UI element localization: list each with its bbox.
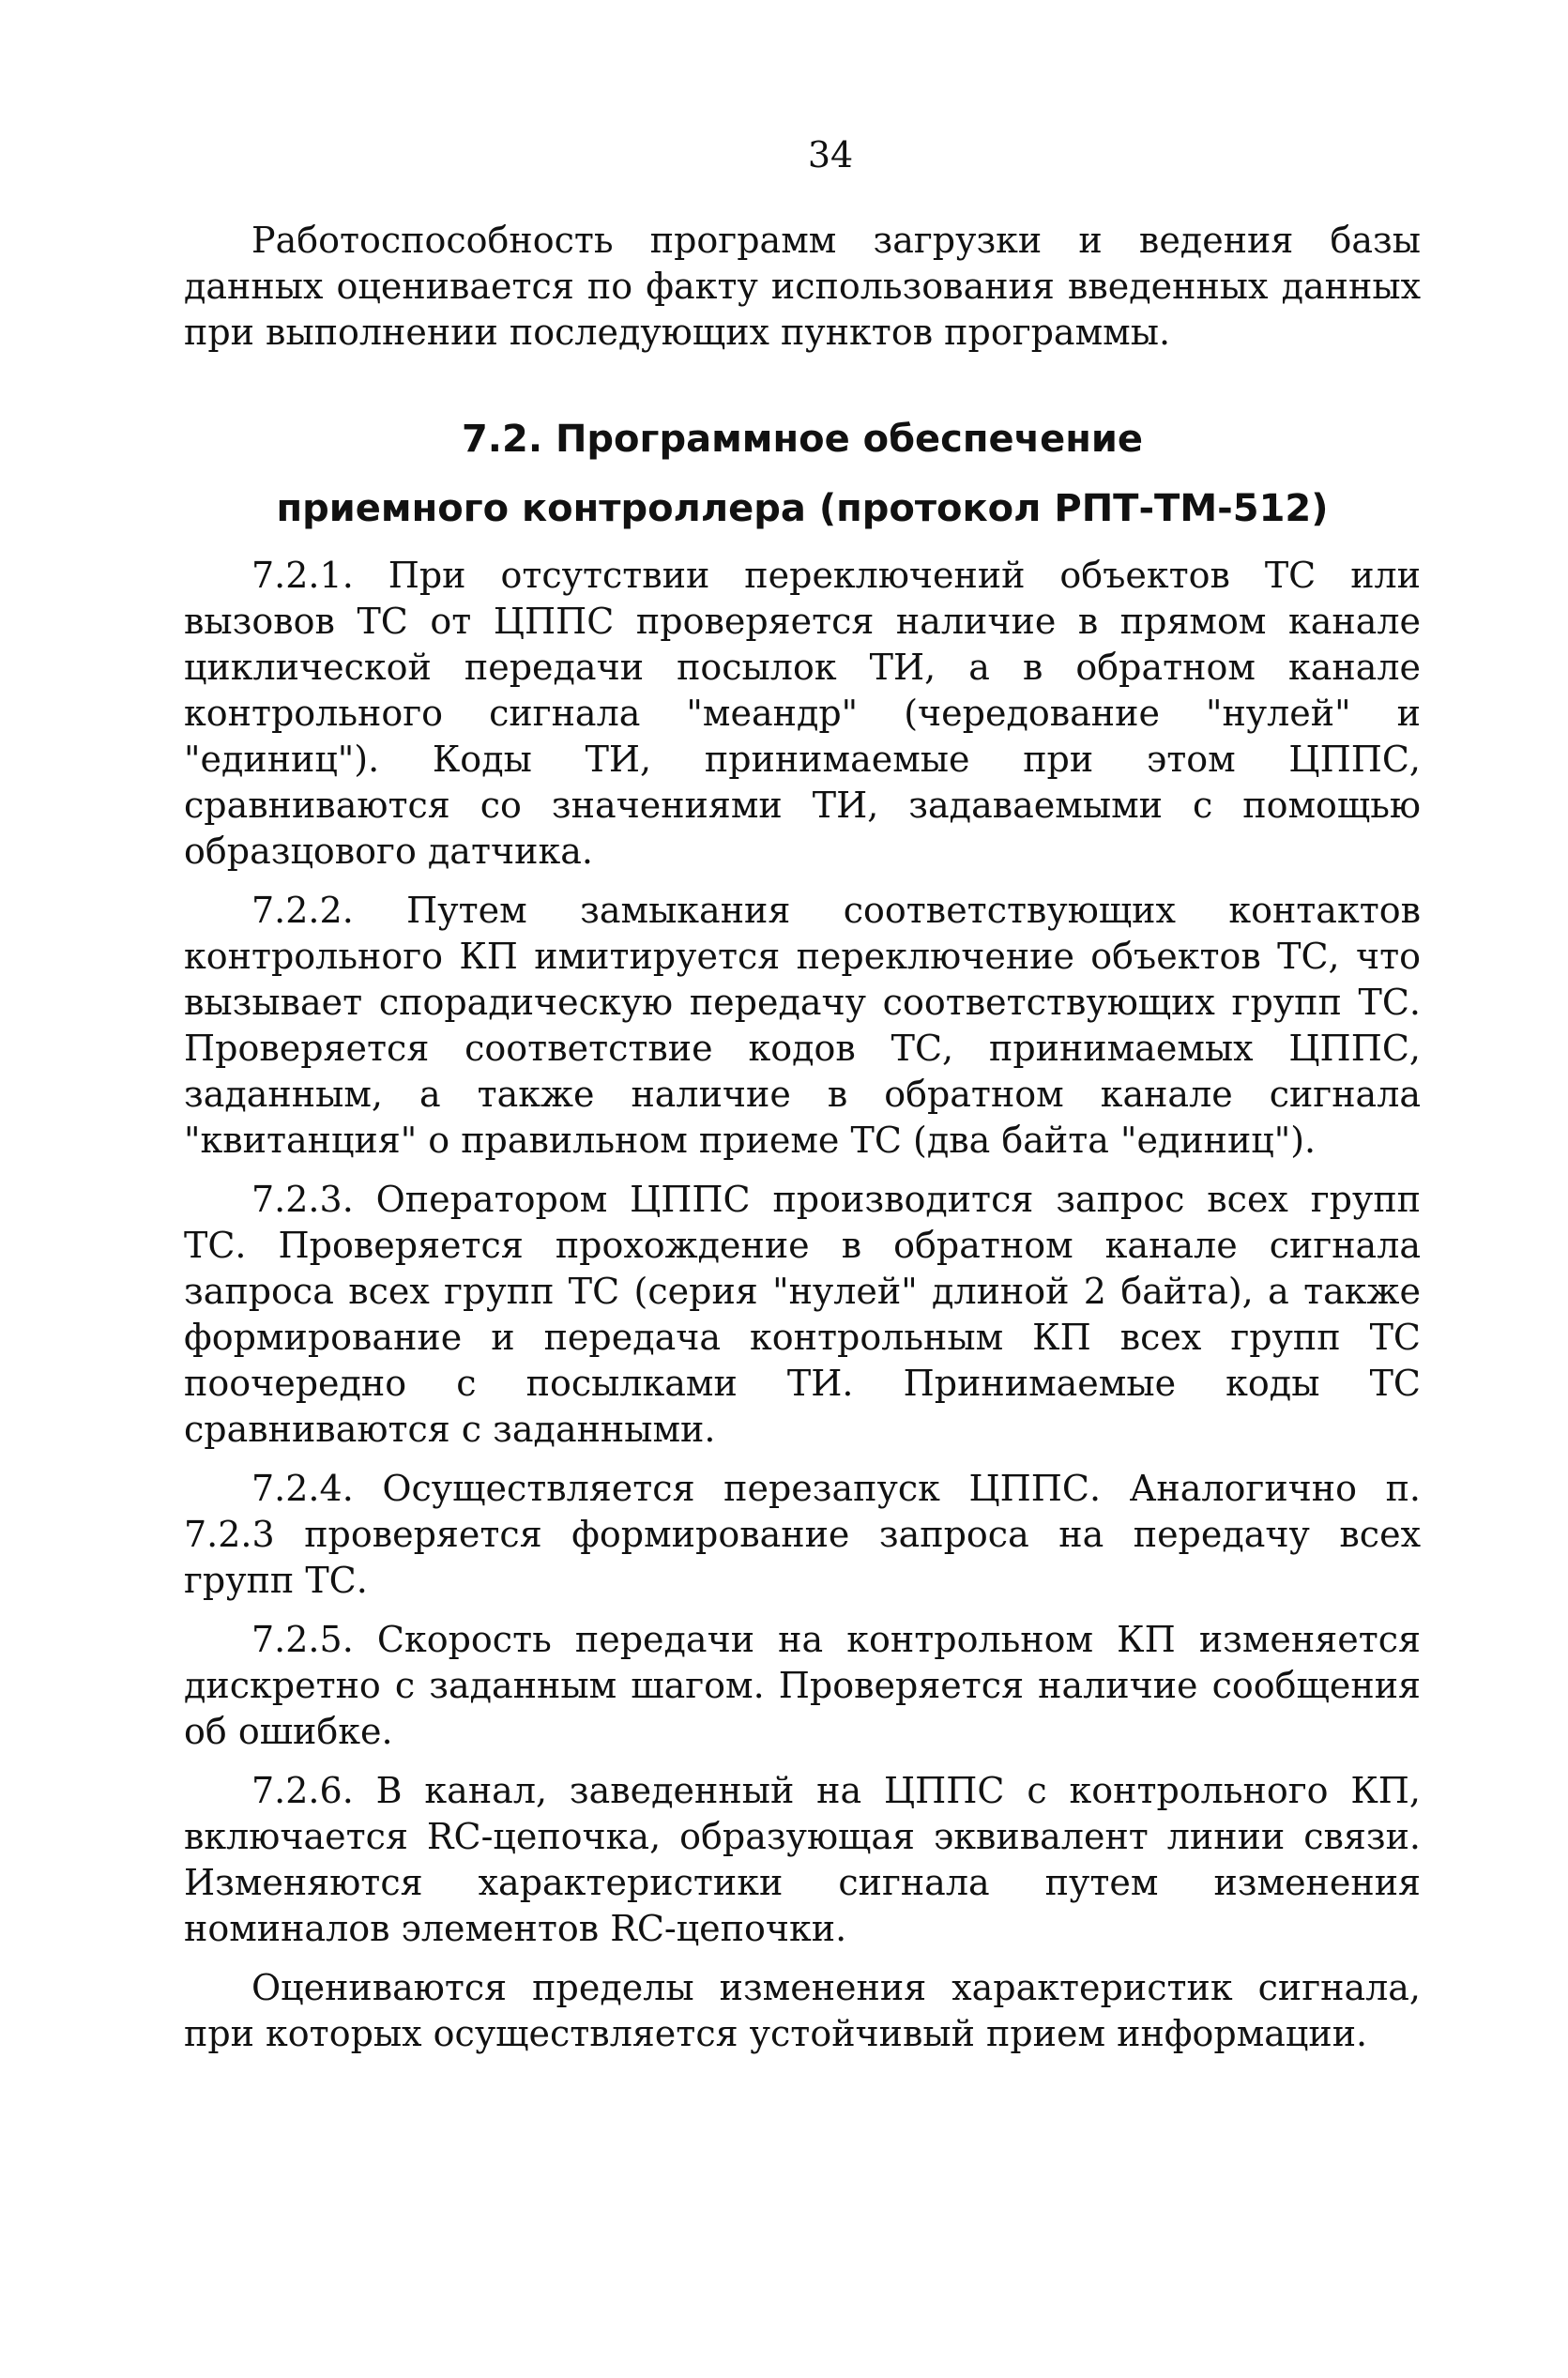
- section-heading-line-1: 7.2. Программное обеспечение: [461, 418, 1144, 461]
- closing-paragraph: Оцениваются пределы изменения характеристик сигнала, при которых осуществляется устойчивый прием информации.: [184, 1967, 1421, 2054]
- section-heading-line-2: приемного контроллера (протокол РПТ-ТМ-512): [276, 487, 1329, 530]
- item-7-2-2: 7.2.2. Путем замыкания соответствующих контактов контрольного КП имитируется переключение объектов ТС, что вызывает спорадическую передачу соответствующих групп ТС. Проверяется соответствие кодов ТС, принимаемых ЦППС, заданным, а также наличие в обратном канале сигнала "квитанция" о правильном приеме ТС (два байта "единиц").: [184, 890, 1421, 1161]
- item-7-2-4: 7.2.4. Осуществляется перезапуск ЦППС. Аналогично п. 7.2.3 проверяется формирование запроса на передачу всех групп ТС.: [184, 1468, 1421, 1601]
- item-7-2-6: 7.2.6. В канал, заведенный на ЦППС с контрольного КП, включается RC-цепочка, образующая эквивалент линии связи. Изменяются характеристики сигнала путем изменения номиналов элементов RC-цепочки.: [184, 1770, 1421, 1949]
- item-7-2-1: 7.2.1. При отсутствии переключений объектов ТС или вызовов ТС от ЦППС проверяется наличие в прямом канале циклической передачи посылок ТИ, а в обратном канале контрольного сигнала "меандр" (чередование "нулей" и "единиц"). Коды ТИ, принимаемые при этом ЦППС, сравниваются со значениями ТИ, задаваемыми с помощью образцового датчика.: [184, 555, 1421, 872]
- page-number: 34: [807, 134, 854, 175]
- item-7-2-3: 7.2.3. Оператором ЦППС производится запрос всех групп ТС. Проверяется прохождение в обратном канале сигнала запроса всех групп ТС (серия "нулей" длиной 2 байта), а также формирование и передача контрольным КП всех групп ТС поочередно с посылками ТИ. Принимаемые коды ТС сравниваются с заданными.: [184, 1179, 1421, 1450]
- intro-paragraph: Работоспособность программ загрузки и ведения базы данных оценивается по факту использования введенных данных при выполнении последующих пунктов программы.: [184, 220, 1421, 353]
- item-7-2-5: 7.2.5. Скорость передачи на контрольном КП изменяется дискретно с заданным шагом. Проверяется наличие сообщения об ошибке.: [184, 1619, 1421, 1752]
- section-heading: [184, 414, 1421, 534]
- document-page: [184, 131, 1421, 2057]
